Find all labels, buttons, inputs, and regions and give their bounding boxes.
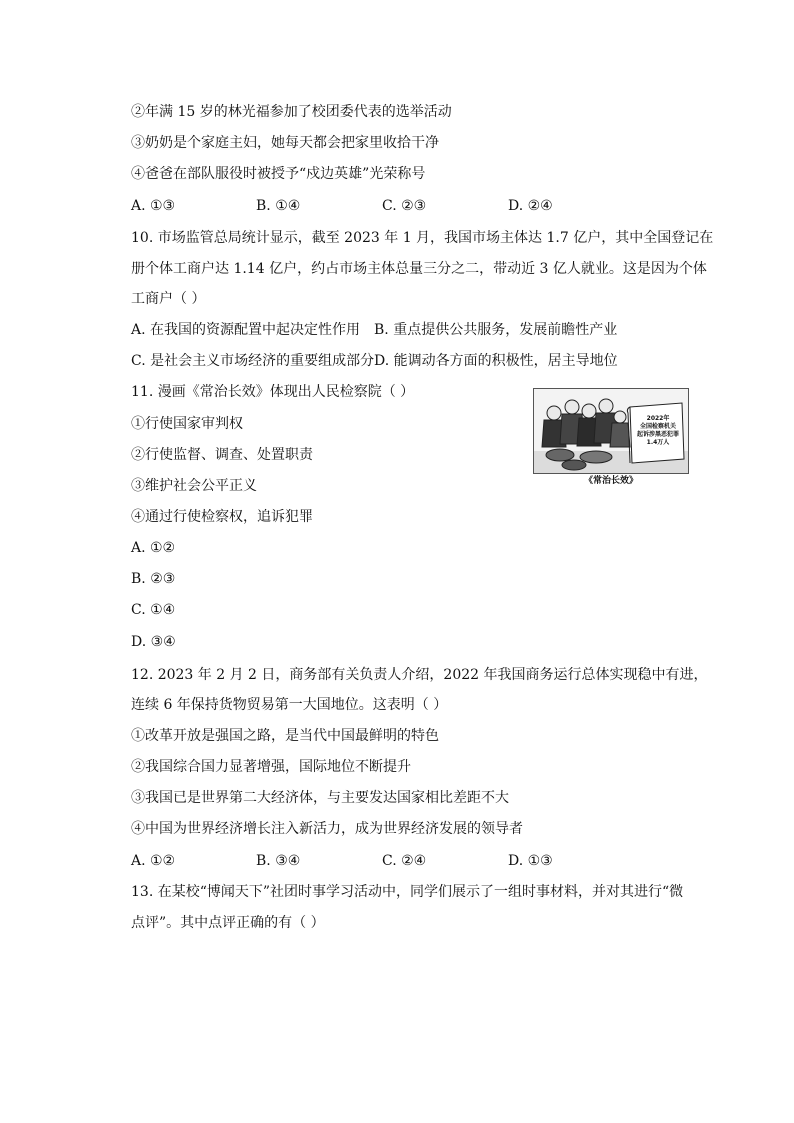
q11-cartoon-figure <box>533 388 689 490</box>
q10-stem-line-1: 10. 市场监管总局统计显示，截至 2023 年 1 月，我国市场主体达 1.7 亿户，其中全国登记在 <box>131 230 714 246</box>
q10-option-a[interactable]: A. 在我国的资源配置中起决定性作用 <box>131 322 361 338</box>
q11-item-3: ③维护社会公平正义 <box>131 478 257 494</box>
q12-option-c[interactable]: C. ②④ <box>382 853 427 869</box>
q12-option-a[interactable]: A. ①② <box>131 853 176 869</box>
q10-stem-line-3: 工商户（ ） <box>131 291 206 307</box>
q10-option-b[interactable]: B. 重点提供公共服务，发展前瞻性产业 <box>374 322 618 338</box>
q9-item-4: ④爸爸在部队服役时被授予“戍边英雄”光荣称号 <box>131 166 426 182</box>
q12-item-2: ②我国综合国力显著增强，国际地位不断提升 <box>131 759 411 775</box>
q12-stem-line-2: 连续 6 年保持货物贸易第一大国地位。这表明（ ） <box>131 697 448 713</box>
q9-option-b[interactable]: B. ①④ <box>256 198 301 214</box>
q11-option-b[interactable]: B. ②③ <box>131 571 176 587</box>
q11-option-d[interactable]: D. ③④ <box>131 634 176 650</box>
q12-option-d[interactable]: D. ①③ <box>508 853 553 869</box>
q12-stem-line-1: 12. 2023 年 2 月 2 日，商务部有关负责人介绍，2022 年我国商务运行总体实现稳中有进， <box>131 667 708 683</box>
q9-options <box>131 196 691 216</box>
q12-option-b[interactable]: B. ③④ <box>256 853 301 869</box>
q12-item-3: ③我国已是世界第二大经济体，与主要发达国家相比差距不大 <box>131 790 509 806</box>
q9-item-2: ②年满 15 岁的林光福参加了校团委代表的选举活动 <box>131 104 452 120</box>
q11-option-c[interactable]: C. ①④ <box>131 602 176 618</box>
q13-stem-line-2: 点评”。其中点评正确的有（ ） <box>131 915 325 931</box>
q10-option-d[interactable]: D. 能调动各方面的积极性，居主导地位 <box>374 353 618 369</box>
q11-option-a[interactable]: A. ①② <box>131 540 176 556</box>
q11-stem: 11. 漫画《常治长效》体现出人民检察院（ ） <box>131 384 415 400</box>
q10-stem-line-2: 册个体工商户达 1.14 亿户，约占市场主体总量三分之二，带动近 3 亿人就业。这是因为个体 <box>131 261 707 277</box>
cartoon-sign-line-3: 起诉涉黑恶犯罪 <box>636 431 679 438</box>
q12-options <box>131 851 691 871</box>
cartoon-sign-line-2: 全国检察机关 <box>639 423 676 430</box>
q12-item-1: ①改革开放是强国之路，是当代中国最鲜明的特色 <box>131 728 439 744</box>
cartoon-sign-line-4: 1.4万人 <box>646 439 670 446</box>
q10-options-row-2 <box>131 351 691 371</box>
q11-item-1: ①行使国家审判权 <box>131 416 243 432</box>
q9-item-3: ③奶奶是个家庭主妇，她每天都会把家里收拾干净 <box>131 135 439 151</box>
q11-item-2: ②行使监督、调查、处置职责 <box>131 447 313 463</box>
q11-item-4: ④通过行使检察权，追诉犯罪 <box>131 509 313 525</box>
q12-item-4: ④中国为世界经济增长注入新活力，成为世界经济发展的领导者 <box>131 821 523 837</box>
q9-option-a[interactable]: A. ①③ <box>131 198 176 214</box>
q10-options-row-1 <box>131 320 691 340</box>
cartoon-image <box>533 388 689 474</box>
q9-option-c[interactable]: C. ②③ <box>382 198 427 214</box>
q9-option-d[interactable]: D. ②④ <box>508 198 553 214</box>
q13-stem-line-1: 13. 在某校“博闻天下”社团时事学习活动中，同学们展示了一组时事材料，并对其进行“微 <box>131 884 684 900</box>
q10-option-c[interactable]: C. 是社会主义市场经济的重要组成部分 <box>131 353 375 369</box>
cartoon-caption: 《常治长效》 <box>583 476 638 486</box>
cartoon-sign-line-1: 2022年 <box>646 415 670 422</box>
